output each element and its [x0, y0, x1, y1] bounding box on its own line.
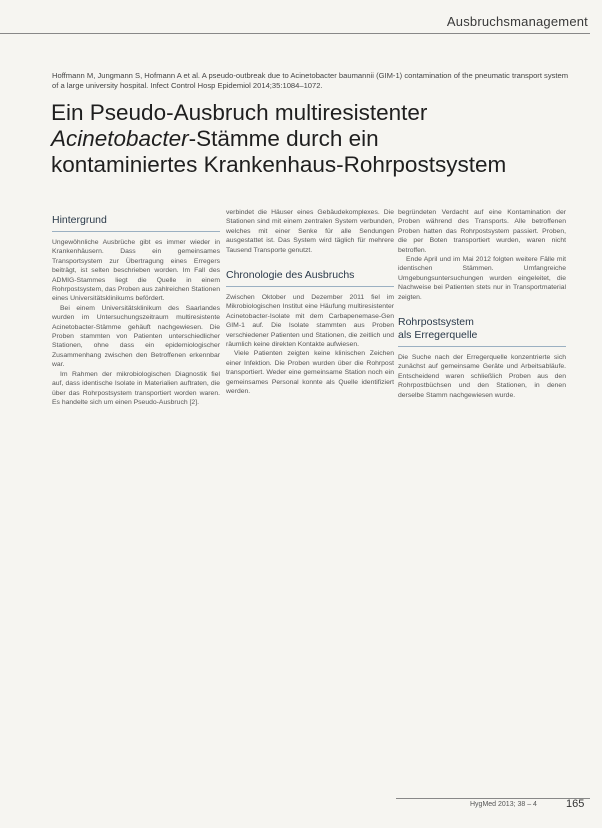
paragraph: Ungewöhnliche Ausbrüche gibt es immer wieder in Krankenhäusern. Dass ein gemeinsames Transportsystem zur Übertragung eines Erregers beiträgt, ist selten beschrieben worden. Im Fall des ADMIG-Stammes liegt die Quelle in einem Rohrpostsystem, das Proben aus zahlreichen Stationen eines Universitätsklinikums befördert. — [52, 239, 220, 303]
heading-rohrpost-1: Rohrpostsystem — [398, 316, 474, 329]
paragraph: Ende April und im Mai 2012 folgten weitere Fälle mit identischen Stämmen. Umfangreiche Umgebungsuntersuchungen wurden eingeleitet, die Nachweise bei Patienten stets nur in Transportmaterial zeigten. — [398, 256, 566, 301]
column-3 — [398, 208, 566, 400]
article-title — [51, 100, 581, 178]
paragraph: Die Suche nach der Erregerquelle konzentrierte sich zunächst auf gemeinsame Geräte und Arbeitsabläufe. Entscheidend waren schließlich Proben aus den Rohrpostbüchsen und den Stationen, in denen derselbe Stamm nachgewiesen wurde. — [398, 354, 566, 399]
paragraph: Viele Patienten zeigten keine klinischen Zeichen einer Infektion. Die Proben wurden über die Rohrpost transportiert. Weder eine gemeinsame Station noch ein gemeinsames Personal konnte als Quelle identifiziert werden. — [226, 350, 394, 396]
column-2 — [226, 208, 394, 397]
title-line-1: Ein Pseudo-Ausbruch multiresistenter — [51, 100, 428, 125]
section-tag: Ausbruchsmanagement — [446, 14, 588, 29]
title-line-3: kontaminiertes Krankenhaus-Rohrpostsystem — [51, 152, 507, 177]
heading-rule — [398, 346, 566, 347]
paragraph: Bei einem Universitätsklinikum des Saarlandes wurden im Untersuchungszeitraum multiresistente Acinetobacter-Stämme gehäuft nachgewiesen. Die Proben stammten von Patienten unterschiedlicher Stationen, ohne dass ein epidemiologischer Zusammenhang zwischen den Betroffenen erkennbar war. — [52, 304, 220, 369]
title-italic: Acinetobacter — [51, 126, 189, 151]
top-rule — [0, 33, 590, 34]
heading-hintergrund: Hintergrund — [52, 214, 107, 226]
citation: Hoffmann M, Jungmann S, Hofmann A et al. A pseudo-outbreak due to Acinetobacter baumannii (GIM-1) contamination of the pneumatic transport system of a large university hospital. Infect Control Hosp Epidemiol 2014;35:1084–1072. — [52, 71, 569, 90]
paragraph: begründeten Verdacht auf eine Kontamination der Proben während des Transports. Alle betroffenen Proben hatten das Rohrpostsystem passiert. Proben, die per Boten transportiert wurden, waren nicht betroffen. — [398, 209, 566, 254]
journal-footer: HygMed 2013; 38 – 4 — [470, 801, 537, 808]
paragraph: verbindet die Häuser eines Gebäudekomplexes. Die Stationen sind mit einem zentralen System verbunden, welches mit einer Senke für alle Sendungen ausgestattet ist. Das System wird täglich für mehrere Tausend Transporte genutzt. — [226, 209, 394, 254]
heading-rule — [226, 286, 394, 287]
column-1 — [52, 214, 220, 407]
heading-rohrpost-2: als Erregerquelle — [398, 329, 478, 342]
title-line-2-rest: -Stämme durch ein — [188, 126, 379, 151]
paragraph: Zwischen Oktober und Dezember 2011 fiel im Mikrobiologischen Institut eine Häufung multiresistenter Acinetobacter-Isolate mit dem Carbapenemase-Gen GIM-1 auf. Die Isolate stammten aus Proben verschiedener Patienten und Stationen, die zeitlich und räumlich keine direkten Kontakte aufwiesen. — [226, 294, 394, 349]
title-line-2 — [51, 126, 581, 152]
heading-chronologie: Chronologie des Ausbruchs — [226, 269, 355, 282]
bottom-rule — [396, 798, 590, 799]
paragraph: Im Rahmen der mikrobiologischen Diagnostik fiel auf, dass identische Isolate in Materialien auftraten, die über das Rohrpostsystem transportiert worden waren. Es handelte sich um einen Pseudo-Ausbruch [2]. — [52, 370, 220, 406]
heading-rule — [52, 231, 220, 232]
page-number: 165 — [566, 798, 585, 810]
